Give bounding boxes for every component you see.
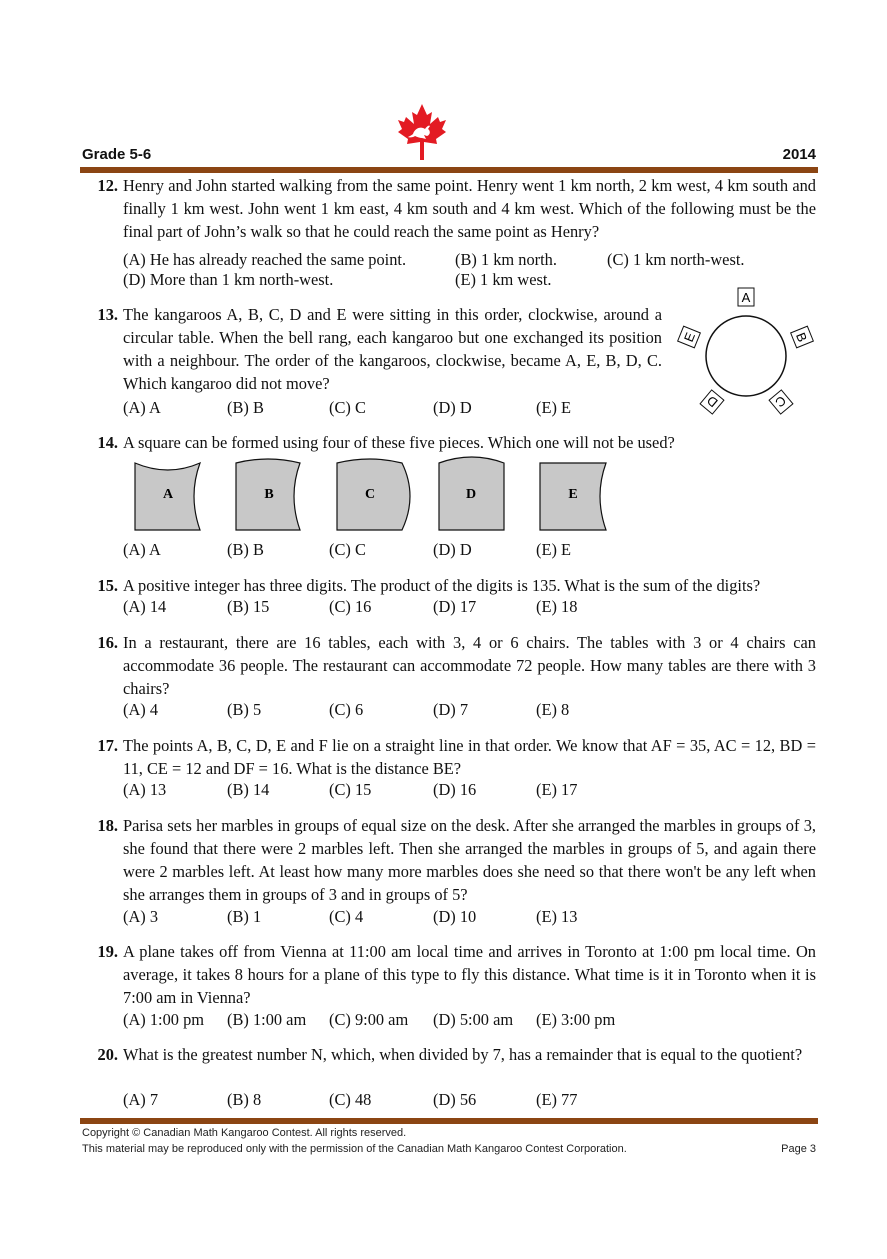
option-d: (D) More than 1 km north-west. bbox=[123, 270, 334, 289]
question-text: What is the greatest number N, which, when divided by 7, has a remainder that is equal to the quotient? bbox=[123, 1045, 803, 1064]
question-number: 17. bbox=[97, 736, 118, 755]
year-label: 2014 bbox=[782, 146, 816, 163]
option-d: (D) 5:00 am bbox=[433, 1010, 514, 1029]
option-e: (E) 3:00 pm bbox=[536, 1010, 616, 1029]
option-a: (A) A bbox=[123, 540, 161, 559]
option-d: (D) D bbox=[433, 540, 472, 559]
question-text: A plane takes off from Vienna at 11:00 am local time and arrives in Toronto at 1:00 pm local time. On average, it takes 8 hours for a plane of this type to fly this distance. What time is it in Toronto when it is 7:00 am in Vienna? bbox=[123, 942, 816, 1007]
option-a: (A) 7 bbox=[123, 1090, 159, 1109]
question-text: The kangaroos A, B, C, D and E were sitting in this order, clockwise, around a circular table. When the bell rang, each kangaroo but one exchanged its position with a neighbour. The order of the kangaroos, clockwise, became A, E, B, D, C. Which kangaroo did not move? bbox=[123, 305, 662, 393]
question-text: Henry and John started walking from the same point. Henry went 1 km north, 2 km west, 4 km south and finally 1 km west. John went 1 km east, 4 km south and 4 km west. Which of the following must be the final part of John’s walk so that he could reach the same point as Henry? bbox=[123, 176, 816, 241]
question-number: 13. bbox=[97, 305, 118, 324]
option-b: (B) B bbox=[227, 540, 264, 559]
option-b: (B) 8 bbox=[227, 1090, 262, 1109]
option-e: (E) 1 km west. bbox=[455, 270, 552, 289]
seat-a bbox=[738, 288, 754, 306]
option-b: (B) 15 bbox=[227, 597, 270, 616]
option-c: (C) 48 bbox=[329, 1090, 372, 1109]
option-c: (C) 16 bbox=[329, 597, 372, 616]
seat-label: C bbox=[772, 392, 790, 411]
pieces-figure bbox=[130, 455, 620, 537]
option-e: (E) E bbox=[536, 540, 572, 559]
header-rule bbox=[80, 167, 818, 173]
piece-c bbox=[337, 459, 410, 530]
option-d: (D) 7 bbox=[433, 700, 469, 719]
piece-label: E bbox=[568, 487, 578, 502]
piece-b bbox=[236, 459, 300, 530]
piece-a bbox=[135, 463, 200, 530]
question-text: A positive integer has three digits. The product of the digits is 135. What is the sum of the digits? bbox=[123, 576, 761, 595]
question-text: In a restaurant, there are 16 tables, each with 3, 4 or 6 chairs. The tables with 3 or 4 chairs can accommodate 36 people. The restaurant can accommodate 72 people. How many tables are there with 3 chairs? bbox=[123, 633, 816, 698]
seat-b bbox=[791, 326, 814, 348]
question-number: 12. bbox=[97, 176, 118, 195]
piece-e bbox=[540, 463, 606, 530]
option-e: (E) E bbox=[536, 398, 572, 417]
seat-c bbox=[769, 390, 793, 414]
grade-label: Grade 5-6 bbox=[82, 146, 152, 163]
seat-e bbox=[678, 326, 701, 348]
question-number: 18. bbox=[97, 816, 118, 835]
option-c: (C) 9:00 am bbox=[329, 1010, 409, 1029]
seat-label: D bbox=[703, 392, 721, 411]
question-text: A square can be formed using four of these five pieces. Which one will not be used? bbox=[123, 433, 675, 452]
option-e: (E) 8 bbox=[536, 700, 570, 719]
option-a: (A) A bbox=[123, 398, 161, 417]
question-number: 15. bbox=[97, 576, 118, 595]
maple-leaf-kangaroo-logo bbox=[396, 102, 448, 164]
option-d: (D) 17 bbox=[433, 597, 477, 616]
option-c: (C) C bbox=[329, 398, 366, 417]
footer-rule bbox=[80, 1118, 818, 1124]
option-b: (B) 1 bbox=[227, 907, 262, 926]
option-b: (B) 14 bbox=[227, 780, 270, 799]
option-d: (D) 16 bbox=[433, 780, 477, 799]
option-c: (C) 15 bbox=[329, 780, 372, 799]
option-a: (A) 3 bbox=[123, 907, 159, 926]
round-table-figure bbox=[672, 286, 822, 416]
option-d: (D) 56 bbox=[433, 1090, 477, 1109]
option-b: (B) 1:00 am bbox=[227, 1010, 307, 1029]
option-c: (C) 4 bbox=[329, 907, 364, 926]
option-a: (A) 13 bbox=[123, 780, 167, 799]
piece-label: C bbox=[364, 487, 376, 502]
seat-label: A bbox=[741, 290, 751, 305]
piece-label: A bbox=[162, 487, 174, 502]
option-a: (A) He has already reached the same point. bbox=[123, 250, 407, 269]
question-number: 14. bbox=[97, 433, 118, 452]
seat-d bbox=[700, 390, 724, 414]
option-a: (A) 1:00 pm bbox=[123, 1010, 205, 1029]
question-number: 19. bbox=[97, 942, 118, 961]
option-c: (C) 6 bbox=[329, 700, 364, 719]
piece-label: D bbox=[465, 487, 477, 502]
option-e: (E) 18 bbox=[536, 597, 578, 616]
option-e: (E) 13 bbox=[536, 907, 578, 926]
option-e: (E) 77 bbox=[536, 1090, 578, 1109]
option-d: (D) D bbox=[433, 398, 472, 417]
option-d: (D) 10 bbox=[433, 907, 477, 926]
option-a: (A) 4 bbox=[123, 700, 159, 719]
option-b: (B) B bbox=[227, 398, 264, 417]
page-number: Page 3 bbox=[781, 1143, 816, 1155]
option-e: (E) 17 bbox=[536, 780, 578, 799]
question-text: The points A, B, C, D, E and F lie on a straight line in that order. We know that AF = 35, AC = 12, BD = 11, CE = 12 and DF = 16. What is the distance BE? bbox=[123, 736, 816, 778]
copyright-text: Copyright © Canadian Math Kangaroo Contest. All rights reserved. bbox=[82, 1127, 407, 1139]
piece-label: B bbox=[264, 487, 274, 502]
question-text: Parisa sets her marbles in groups of equal size on the desk. After she arranged the marbles in groups of 3, she found that there were 2 marbles left. Then she arranged the marbles in groups of 5, and again there were 2 marbles left. At least how many more marbles does she need so that there won't be any left when she arranges them in groups of 3 and in groups of 5? bbox=[123, 816, 816, 904]
question-number: 20. bbox=[97, 1045, 118, 1064]
option-c: (C) C bbox=[329, 540, 366, 559]
option-b: (B) 5 bbox=[227, 700, 262, 719]
option-a: (A) 14 bbox=[123, 597, 167, 616]
piece-d bbox=[439, 457, 504, 530]
question-number: 16. bbox=[97, 633, 118, 652]
seat-label: B bbox=[792, 330, 811, 345]
option-b: (B) 1 km north. bbox=[455, 250, 557, 269]
permission-text: This material may be reproduced only with the permission of the Canadian Math Kangaroo Contest Corporation. bbox=[82, 1143, 627, 1155]
option-c: (C) 1 km north-west. bbox=[607, 250, 745, 269]
seat-label: E bbox=[680, 330, 699, 345]
